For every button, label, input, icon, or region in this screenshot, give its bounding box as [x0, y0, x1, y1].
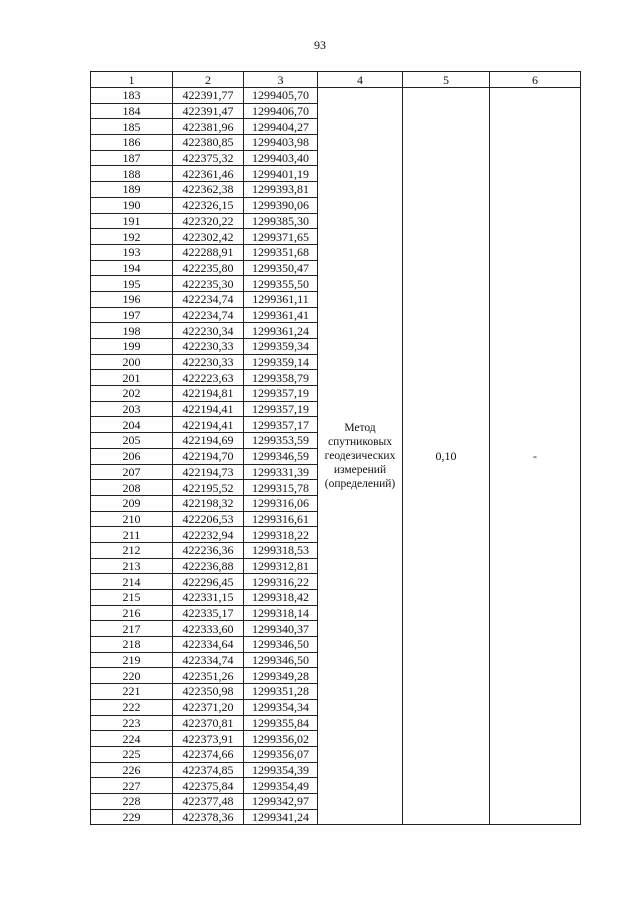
x-coordinate-cell: 422194,41 [173, 401, 244, 417]
y-coordinate-cell: 1299316,61 [244, 511, 318, 527]
x-coordinate-cell: 422195,52 [173, 480, 244, 496]
accuracy-cell: 0,10 [403, 88, 490, 825]
y-coordinate-cell: 1299354,39 [244, 762, 318, 778]
x-coordinate-cell: 422334,64 [173, 637, 244, 653]
point-number-cell: 197 [91, 307, 173, 323]
x-coordinate-cell: 422351,26 [173, 668, 244, 684]
y-coordinate-cell: 1299349,28 [244, 668, 318, 684]
point-number-cell: 200 [91, 354, 173, 370]
y-coordinate-cell: 1299350,47 [244, 260, 318, 276]
y-coordinate-cell: 1299346,50 [244, 637, 318, 653]
y-coordinate-cell: 1299358,79 [244, 370, 318, 386]
point-number-cell: 190 [91, 197, 173, 213]
point-number-cell: 199 [91, 339, 173, 355]
point-number-cell: 198 [91, 323, 173, 339]
y-coordinate-cell: 1299357,19 [244, 386, 318, 402]
x-coordinate-cell: 422198,32 [173, 495, 244, 511]
point-number-cell: 219 [91, 652, 173, 668]
x-coordinate-cell: 422380,85 [173, 135, 244, 151]
y-coordinate-cell: 1299342,97 [244, 793, 318, 809]
y-coordinate-cell: 1299351,68 [244, 244, 318, 260]
method-line: спутниковых [327, 436, 392, 449]
column-header: 5 [403, 72, 490, 88]
y-coordinate-cell: 1299315,78 [244, 480, 318, 496]
point-number-cell: 229 [91, 809, 173, 825]
point-number-cell: 216 [91, 605, 173, 621]
point-number-cell: 202 [91, 386, 173, 402]
y-coordinate-cell: 1299405,70 [244, 88, 318, 104]
x-coordinate-cell: 422235,30 [173, 276, 244, 292]
column-6-cell: - [490, 88, 581, 825]
point-number-cell: 210 [91, 511, 173, 527]
point-number-cell: 207 [91, 464, 173, 480]
x-coordinate-cell: 422350,98 [173, 684, 244, 700]
coordinates-table [90, 71, 581, 825]
x-coordinate-cell: 422374,66 [173, 746, 244, 762]
column-header: 6 [490, 72, 581, 88]
y-coordinate-cell: 1299346,50 [244, 652, 318, 668]
x-coordinate-cell: 422331,15 [173, 590, 244, 606]
column-header: 3 [244, 72, 318, 88]
y-coordinate-cell: 1299354,34 [244, 699, 318, 715]
y-coordinate-cell: 1299312,81 [244, 558, 318, 574]
y-coordinate-cell: 1299357,19 [244, 401, 318, 417]
y-coordinate-cell: 1299316,22 [244, 574, 318, 590]
page-number: 93 [314, 38, 326, 52]
x-coordinate-cell: 422230,33 [173, 339, 244, 355]
x-coordinate-cell: 422378,36 [173, 809, 244, 825]
x-coordinate-cell: 422374,85 [173, 762, 244, 778]
x-coordinate-cell: 422326,15 [173, 197, 244, 213]
point-number-cell: 221 [91, 684, 173, 700]
point-number-cell: 194 [91, 260, 173, 276]
column-header: 4 [318, 72, 403, 88]
point-number-cell: 192 [91, 229, 173, 245]
point-number-cell: 228 [91, 793, 173, 809]
y-coordinate-cell: 1299341,24 [244, 809, 318, 825]
y-coordinate-cell: 1299318,53 [244, 542, 318, 558]
x-coordinate-cell: 422194,81 [173, 386, 244, 402]
point-number-cell: 183 [91, 88, 173, 104]
x-coordinate-cell: 422361,46 [173, 166, 244, 182]
x-coordinate-cell: 422362,38 [173, 182, 244, 198]
y-coordinate-cell: 1299404,27 [244, 119, 318, 135]
method-line: Метод [344, 422, 376, 435]
column-header: 2 [173, 72, 244, 88]
point-number-cell: 189 [91, 182, 173, 198]
x-coordinate-cell: 422230,33 [173, 354, 244, 370]
x-coordinate-cell: 422235,80 [173, 260, 244, 276]
y-coordinate-cell: 1299355,84 [244, 715, 318, 731]
y-coordinate-cell: 1299361,41 [244, 307, 318, 323]
y-coordinate-cell: 1299356,02 [244, 731, 318, 747]
point-number-cell: 226 [91, 762, 173, 778]
table-row [91, 88, 581, 104]
y-coordinate-cell: 1299393,81 [244, 182, 318, 198]
point-number-cell: 191 [91, 213, 173, 229]
point-number-cell: 215 [91, 590, 173, 606]
x-coordinate-cell: 422335,17 [173, 605, 244, 621]
point-number-cell: 195 [91, 276, 173, 292]
point-number-cell: 188 [91, 166, 173, 182]
point-number-cell: 211 [91, 527, 173, 543]
x-coordinate-cell: 422194,41 [173, 417, 244, 433]
point-number-cell: 223 [91, 715, 173, 731]
y-coordinate-cell: 1299403,40 [244, 150, 318, 166]
point-number-cell: 222 [91, 699, 173, 715]
x-coordinate-cell: 422206,53 [173, 511, 244, 527]
x-coordinate-cell: 422391,47 [173, 103, 244, 119]
point-number-cell: 203 [91, 401, 173, 417]
y-coordinate-cell: 1299356,07 [244, 746, 318, 762]
y-coordinate-cell: 1299401,19 [244, 166, 318, 182]
point-number-cell: 224 [91, 731, 173, 747]
point-number-cell: 209 [91, 495, 173, 511]
point-number-cell: 186 [91, 135, 173, 151]
point-number-cell: 185 [91, 119, 173, 135]
point-number-cell: 204 [91, 417, 173, 433]
y-coordinate-cell: 1299354,49 [244, 778, 318, 794]
point-number-cell: 208 [91, 480, 173, 496]
x-coordinate-cell: 422391,77 [173, 88, 244, 104]
y-coordinate-cell: 1299346,59 [244, 448, 318, 464]
x-coordinate-cell: 422370,81 [173, 715, 244, 731]
point-number-cell: 227 [91, 778, 173, 794]
point-number-cell: 212 [91, 542, 173, 558]
x-coordinate-cell: 422234,74 [173, 307, 244, 323]
point-number-cell: 217 [91, 621, 173, 637]
y-coordinate-cell: 1299318,42 [244, 590, 318, 606]
y-coordinate-cell: 1299390,06 [244, 197, 318, 213]
y-coordinate-cell: 1299351,28 [244, 684, 318, 700]
y-coordinate-cell: 1299359,14 [244, 354, 318, 370]
x-coordinate-cell: 422194,70 [173, 448, 244, 464]
point-number-cell: 187 [91, 150, 173, 166]
x-coordinate-cell: 422302,42 [173, 229, 244, 245]
y-coordinate-cell: 1299357,17 [244, 417, 318, 433]
point-number-cell: 218 [91, 637, 173, 653]
x-coordinate-cell: 422223,63 [173, 370, 244, 386]
column-header: 1 [91, 72, 173, 88]
y-coordinate-cell: 1299361,24 [244, 323, 318, 339]
x-coordinate-cell: 422381,96 [173, 119, 244, 135]
y-coordinate-cell: 1299353,59 [244, 433, 318, 449]
x-coordinate-cell: 422375,32 [173, 150, 244, 166]
y-coordinate-cell: 1299385,30 [244, 213, 318, 229]
x-coordinate-cell: 422234,74 [173, 291, 244, 307]
point-number-cell: 214 [91, 574, 173, 590]
y-coordinate-cell: 1299355,50 [244, 276, 318, 292]
point-number-cell: 225 [91, 746, 173, 762]
y-coordinate-cell: 1299331,39 [244, 464, 318, 480]
x-coordinate-cell: 422377,48 [173, 793, 244, 809]
x-coordinate-cell: 422373,91 [173, 731, 244, 747]
method-line: (определений) [324, 478, 396, 491]
y-coordinate-cell: 1299406,70 [244, 103, 318, 119]
point-number-cell: 205 [91, 433, 173, 449]
y-coordinate-cell: 1299403,98 [244, 135, 318, 151]
x-coordinate-cell: 422288,91 [173, 244, 244, 260]
x-coordinate-cell: 422333,60 [173, 621, 244, 637]
point-number-cell: 184 [91, 103, 173, 119]
x-coordinate-cell: 422236,36 [173, 542, 244, 558]
method-cell [318, 88, 403, 825]
y-coordinate-cell: 1299318,14 [244, 605, 318, 621]
y-coordinate-cell: 1299361,11 [244, 291, 318, 307]
x-coordinate-cell: 422371,20 [173, 699, 244, 715]
x-coordinate-cell: 422194,69 [173, 433, 244, 449]
y-coordinate-cell: 1299340,37 [244, 621, 318, 637]
method-line: измерений [333, 464, 387, 477]
point-number-cell: 196 [91, 291, 173, 307]
point-number-cell: 213 [91, 558, 173, 574]
header-row [91, 72, 581, 88]
point-number-cell: 220 [91, 668, 173, 684]
x-coordinate-cell: 422236,88 [173, 558, 244, 574]
x-coordinate-cell: 422334,74 [173, 652, 244, 668]
point-number-cell: 206 [91, 448, 173, 464]
x-coordinate-cell: 422194,73 [173, 464, 244, 480]
x-coordinate-cell: 422320,22 [173, 213, 244, 229]
x-coordinate-cell: 422230,34 [173, 323, 244, 339]
x-coordinate-cell: 422232,94 [173, 527, 244, 543]
x-coordinate-cell: 422375,84 [173, 778, 244, 794]
y-coordinate-cell: 1299371,65 [244, 229, 318, 245]
y-coordinate-cell: 1299318,22 [244, 527, 318, 543]
y-coordinate-cell: 1299316,06 [244, 495, 318, 511]
y-coordinate-cell: 1299359,34 [244, 339, 318, 355]
point-number-cell: 193 [91, 244, 173, 260]
x-coordinate-cell: 422296,45 [173, 574, 244, 590]
point-number-cell: 201 [91, 370, 173, 386]
method-line: геодезических [324, 450, 396, 463]
